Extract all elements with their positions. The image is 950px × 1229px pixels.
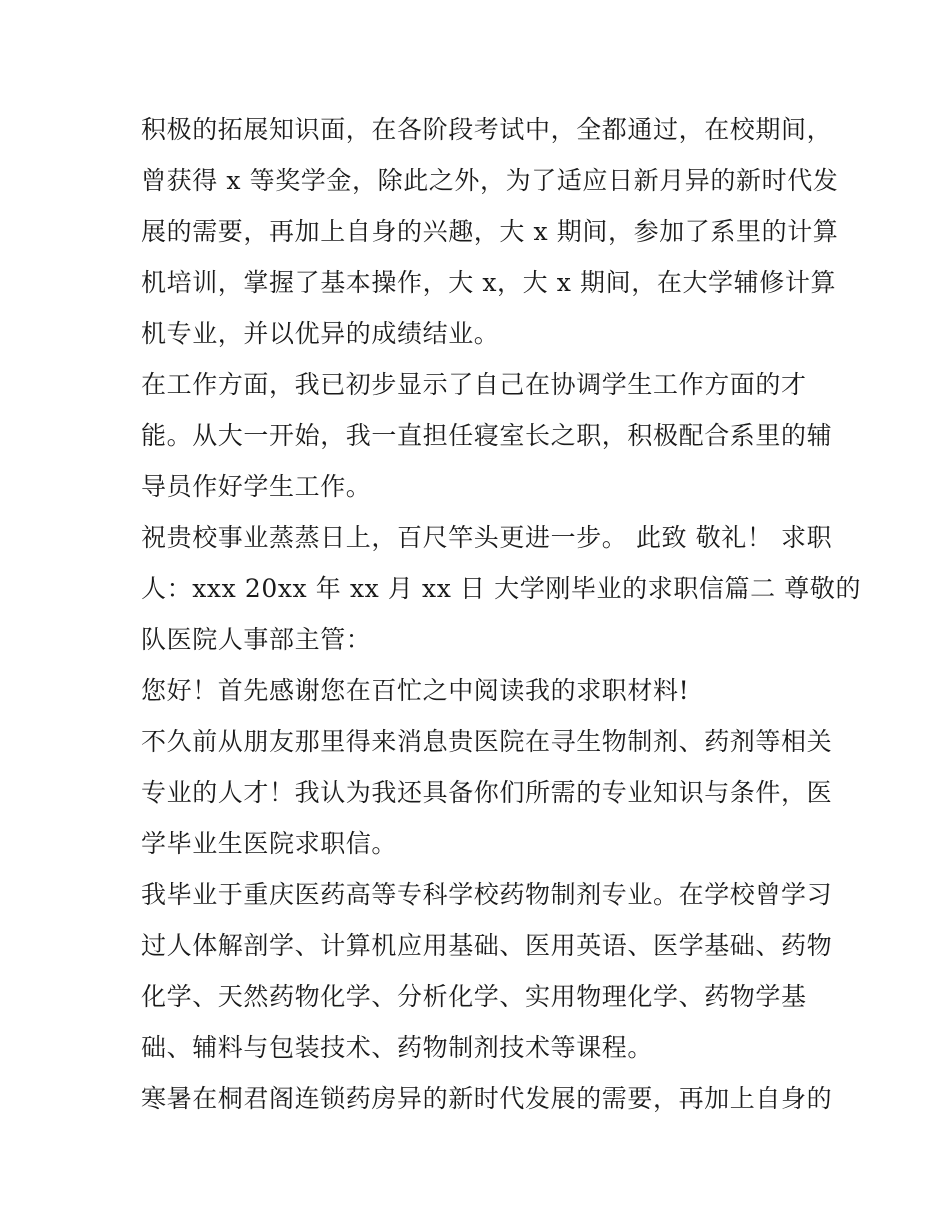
text-line: 化学、天然药物化学、分析化学、实用物理化学、药物学基: [141, 982, 807, 1011]
text-line: 学毕业生医院求职信。: [141, 829, 398, 858]
text-line: 不久前从朋友那里得来消息贵医院在寻生物制剂、药剂等相关: [141, 727, 833, 756]
text-line: 队医院人事部主管：: [141, 625, 372, 654]
text-line: 人：xxx 20xx 年 xx 月 xx 日 大学刚毕业的求职信篇二 尊敬的: [141, 574, 862, 603]
text-line: 能。从大一开始，我一直担任寝室长之职，积极配合系里的辅: [141, 421, 833, 450]
text-line: 机专业，并以优异的成绩结业。: [141, 319, 500, 348]
text-line: 展的需要，再加上自身的兴趣，大 x 期间，参加了系里的计算: [141, 217, 839, 246]
text-line: 积极的拓展知识面，在各阶段考试中，全都通过，在校期间，: [141, 115, 833, 144]
text-line: 我毕业于重庆医药高等专科学校药物制剂专业。在学校曾学习: [141, 880, 833, 909]
text-line: 专业的人才！我认为我还具备你们所需的专业知识与条件，医: [141, 778, 833, 807]
text-line: 础、辅料与包装技术、药物制剂技术等课程。: [141, 1033, 654, 1062]
text-line: 在工作方面，我已初步显示了自己在协调学生工作方面的才: [141, 370, 807, 399]
text-line: 导员作好学生工作。: [141, 472, 372, 501]
text-line: 机培训，掌握了基本操作，大 x，大 x 期间，在大学辅修计算: [141, 268, 837, 297]
text-line: 曾获得 x 等奖学金，除此之外，为了适应日新月异的新时代发: [141, 166, 839, 195]
document-body: [141, 104, 862, 1124]
text-line: 过人体解剖学、计算机应用基础、医用英语、医学基础、药物: [141, 931, 833, 960]
text-line: 您好！首先感谢您在百忙之中阅读我的求职材料!: [141, 676, 690, 705]
text-line: 祝贵校事业蒸蒸日上，百尺竿头更进一步。 此致 敬礼！ 求职: [141, 523, 833, 552]
text-line: 寒暑在桐君阁连锁药房异的新时代发展的需要，再加上自身的: [141, 1084, 833, 1113]
